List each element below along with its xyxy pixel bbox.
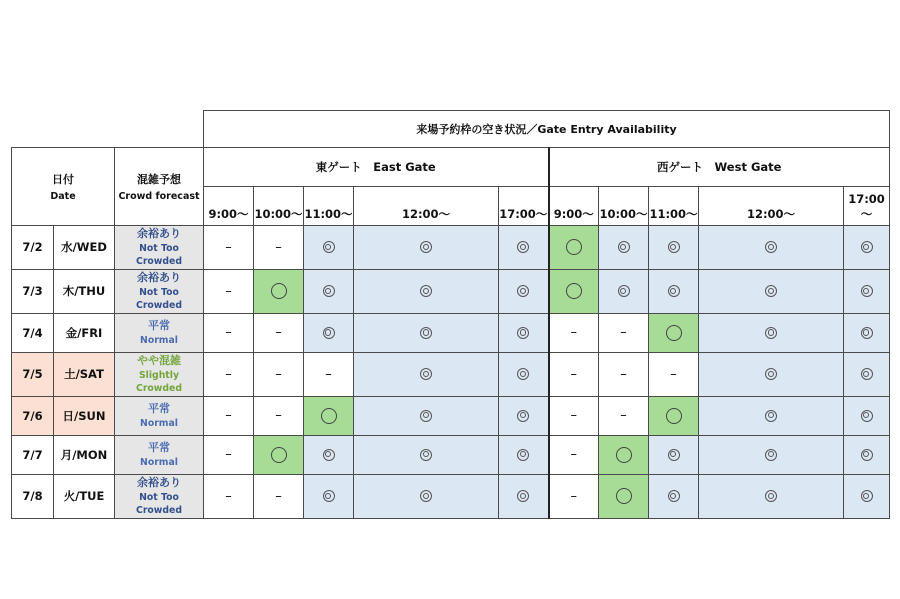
west-slot-cell [599,352,649,396]
day-cell: 火/TUE [54,474,115,518]
unavailable-dash: – [225,239,232,255]
east-slot-cell [354,396,499,435]
circle-icon [616,488,632,504]
double-circle-icon [517,449,529,461]
crowd-forecast-jp: 余裕あり [137,227,181,240]
west-slot-cell [599,396,649,435]
crowd-header-jp: 混雑予想 [137,173,181,186]
east-slot-cell [354,474,499,518]
unavailable-dash: – [620,366,627,382]
double-circle-icon [618,285,630,297]
double-circle-icon [323,285,335,297]
date-cell: 7/7 [12,435,54,474]
unavailable-dash: – [620,325,627,341]
unavailable-dash: – [275,325,282,341]
double-circle-icon [420,449,432,461]
east-slot-cell [204,435,254,474]
east-slot-cell [254,352,304,396]
double-circle-icon [420,368,432,380]
west-slot-cell [649,435,699,474]
crowd-header-en: Crowd forecast [118,191,200,202]
west-slot-cell [599,474,649,518]
east-slot-cell [254,226,304,270]
double-circle-icon [517,368,529,380]
west-slot-cell [599,269,649,313]
west-slot-cell [599,435,649,474]
double-circle-icon [420,241,432,253]
unavailable-dash: – [225,283,232,299]
double-circle-icon [420,410,432,422]
gate-availability-table [11,110,890,519]
east-gate-header: 東ゲート East Gate [204,148,549,187]
west-slot-cell [844,269,890,313]
double-circle-icon [861,490,873,502]
east-slot-cell [204,226,254,270]
unavailable-dash: – [225,408,232,424]
double-circle-icon [517,327,529,339]
double-circle-icon [861,410,873,422]
table-title: 来場予約枠の空き状況／Gate Entry Availability [204,111,890,148]
unavailable-dash: – [570,408,577,424]
double-circle-icon [420,285,432,297]
crowd-forecast-header [115,148,204,226]
day-cell: 金/FRI [54,313,115,352]
circle-icon [566,283,582,299]
crowd-forecast-en: Not Too Crowded [136,286,182,312]
west-slot-cell [844,352,890,396]
double-circle-icon [668,490,680,502]
time-header-east-2: 11:00～ [304,187,354,226]
unavailable-dash: – [275,239,282,255]
unavailable-dash: – [325,366,332,382]
circle-icon [666,408,682,424]
day-cell: 木/THU [54,269,115,313]
circle-icon [616,447,632,463]
west-slot-cell [549,352,599,396]
west-slot-cell [699,269,844,313]
west-slot-cell [549,313,599,352]
west-slot-cell [844,435,890,474]
east-slot-cell [499,226,549,270]
date-header-jp: 日付 [52,173,74,186]
table-row [12,313,890,352]
east-slot-cell [354,269,499,313]
east-slot-cell [304,313,354,352]
date-cell: 7/4 [12,313,54,352]
date-cell: 7/8 [12,474,54,518]
crowd-forecast-cell [115,269,204,313]
crowd-forecast-en: Normal [140,334,178,346]
time-header-east-4: 17:00～ [499,187,549,226]
circle-icon [271,447,287,463]
crowd-forecast-jp: 平常 [148,319,170,333]
circle-icon [321,408,337,424]
double-circle-icon [861,327,873,339]
east-slot-cell [304,396,354,435]
west-slot-cell [844,474,890,518]
east-slot-cell [499,313,549,352]
east-slot-cell [304,352,354,396]
west-slot-cell [699,226,844,270]
east-slot-cell [354,435,499,474]
unavailable-dash: – [225,325,232,341]
west-slot-cell [549,396,599,435]
crowd-forecast-jp: やや混雑 [137,353,181,367]
double-circle-icon [517,285,529,297]
unavailable-dash: – [225,447,232,463]
east-slot-cell [254,269,304,313]
crowd-forecast-cell [115,313,204,352]
east-slot-cell [499,396,549,435]
west-slot-cell [649,352,699,396]
double-circle-icon [323,449,335,461]
west-slot-cell [649,396,699,435]
unavailable-dash: – [275,366,282,382]
east-slot-cell [204,269,254,313]
double-circle-icon [323,327,335,339]
table-row [12,226,890,270]
east-slot-cell [354,226,499,270]
table-row [12,352,890,396]
date-cell: 7/6 [12,396,54,435]
unavailable-dash: – [570,325,577,341]
crowd-forecast-en: Normal [140,417,178,429]
unavailable-dash: – [570,488,577,504]
west-slot-cell [599,226,649,270]
east-slot-cell [499,352,549,396]
west-slot-cell [649,313,699,352]
unavailable-dash: – [570,366,577,382]
date-header-en: Date [50,191,76,202]
day-cell: 日/SUN [54,396,115,435]
double-circle-icon [323,490,335,502]
time-header-west-2: 11:00～ [649,187,699,226]
date-cell: 7/3 [12,269,54,313]
crowd-forecast-cell [115,435,204,474]
time-header-east-1: 10:00～ [254,187,304,226]
table-row [12,396,890,435]
west-slot-cell [844,226,890,270]
double-circle-icon [668,449,680,461]
crowd-forecast-cell [115,226,204,270]
double-circle-icon [861,368,873,380]
west-slot-cell [699,313,844,352]
unavailable-dash: – [225,366,232,382]
west-slot-cell [699,352,844,396]
east-slot-cell [304,269,354,313]
double-circle-icon [517,490,529,502]
circle-icon [566,239,582,255]
east-slot-cell [354,352,499,396]
double-circle-icon [420,490,432,502]
double-circle-icon [517,410,529,422]
date-cell: 7/2 [12,226,54,270]
east-slot-cell [499,435,549,474]
unavailable-dash: – [570,447,577,463]
double-circle-icon [765,368,777,380]
west-slot-cell [699,474,844,518]
date-header [12,148,115,226]
east-slot-cell [499,269,549,313]
double-circle-icon [765,410,777,422]
east-slot-cell [304,226,354,270]
double-circle-icon [765,241,777,253]
date-cell: 7/5 [12,352,54,396]
day-cell: 月/MON [54,435,115,474]
west-slot-cell [549,435,599,474]
west-slot-cell [699,396,844,435]
day-cell: 土/SAT [54,352,115,396]
east-slot-cell [304,435,354,474]
east-slot-cell [204,352,254,396]
west-slot-cell [549,269,599,313]
east-slot-cell [304,474,354,518]
east-slot-cell [254,474,304,518]
double-circle-icon [668,285,680,297]
west-slot-cell [549,474,599,518]
crowd-forecast-jp: 平常 [148,401,170,415]
west-gate-header: 西ゲート West Gate [549,148,890,187]
double-circle-icon [861,241,873,253]
crowd-forecast-jp: 余裕あり [137,270,181,284]
double-circle-icon [861,285,873,297]
crowd-forecast-en: Slightly Crowded [136,369,182,395]
double-circle-icon [765,449,777,461]
crowd-forecast-jp: 余裕あり [137,475,181,489]
time-header-east-0: 9:00～ [204,187,254,226]
circle-icon [271,283,287,299]
double-circle-icon [861,449,873,461]
west-slot-cell [844,313,890,352]
west-slot-cell [699,435,844,474]
unavailable-dash: – [670,366,677,382]
time-header-west-3: 12:00～ [699,187,844,226]
crowd-forecast-cell [115,474,204,518]
west-slot-cell [599,313,649,352]
time-header-east-3: 12:00～ [354,187,499,226]
table-row [12,435,890,474]
crowd-forecast-en: Normal [140,456,178,468]
unavailable-dash: – [275,488,282,504]
double-circle-icon [765,327,777,339]
double-circle-icon [765,285,777,297]
double-circle-icon [323,241,335,253]
east-slot-cell [204,396,254,435]
blank-corner [12,111,204,148]
west-slot-cell [844,396,890,435]
east-slot-cell [254,313,304,352]
east-slot-cell [254,435,304,474]
crowd-forecast-cell [115,352,204,396]
time-header-west-1: 10:00～ [599,187,649,226]
west-slot-cell [549,226,599,270]
double-circle-icon [618,241,630,253]
west-slot-cell [649,226,699,270]
table-row [12,474,890,518]
double-circle-icon [517,241,529,253]
unavailable-dash: – [225,488,232,504]
east-slot-cell [204,474,254,518]
crowd-forecast-cell [115,396,204,435]
unavailable-dash: – [275,408,282,424]
time-header-west-4: 17:00～ [844,187,890,226]
time-header-west-0: 9:00～ [549,187,599,226]
circle-icon [666,325,682,341]
double-circle-icon [420,327,432,339]
east-slot-cell [354,313,499,352]
west-slot-cell [649,269,699,313]
table-row [12,269,890,313]
unavailable-dash: – [620,408,627,424]
east-slot-cell [254,396,304,435]
east-slot-cell [499,474,549,518]
crowd-forecast-jp: 平常 [148,440,170,454]
crowd-forecast-en: Not Too Crowded [136,491,182,517]
double-circle-icon [765,490,777,502]
day-cell: 水/WED [54,226,115,270]
crowd-forecast-en: Not Too Crowded [136,242,182,268]
west-slot-cell [649,474,699,518]
double-circle-icon [668,241,680,253]
east-slot-cell [204,313,254,352]
